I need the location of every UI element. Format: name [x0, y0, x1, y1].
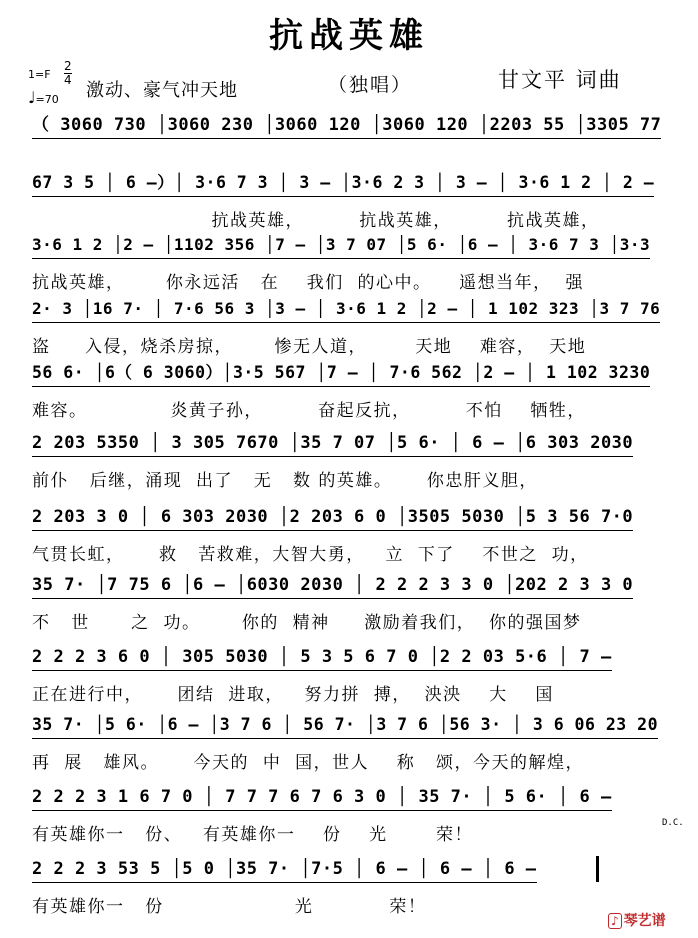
time-signature: [64, 60, 72, 87]
numbered-notation: 2· 3 │16 7· │ 7·6 56 3 │3 – │ 3·6 1 2 │2 – │ 1 102 323 │3 7 76: [32, 296, 660, 323]
lyric-line: 有英雄你一 份、 有英雄你一 份 光 荣！: [32, 825, 473, 845]
lyric-line: 抗战英雄， 你永远活 在 我们 的心中。 遥想当年， 强: [32, 273, 584, 293]
lyric-line: 气贯长虹， 救 苦救难，大智大勇， 立 下了 不世之 功，: [32, 545, 589, 565]
expression-marking: 激动、豪气冲天地: [86, 80, 238, 101]
key-signature: 1=F: [28, 68, 51, 81]
numbered-notation: 2 203 3 0 │ 6 303 2030 │2 203 6 0 │3505 5030 │5 3 56 7·0: [32, 504, 633, 531]
time-signature-bottom: 4: [64, 73, 72, 87]
song-author: 甘文平 词曲: [498, 68, 622, 92]
numbered-notation: 2 2 2 3 1 6 7 0 │ 7 7 7 6 7 6 3 0 │ 35 7· │ 5 6· │ 6 –: [32, 784, 612, 811]
numbered-notation: 2 2 2 3 6 0 │ 305 5030 │ 5 3 5 6 7 0 │2 2 03 5·6 │ 7 –: [32, 644, 612, 671]
watermark-text: 琴艺谱: [623, 913, 666, 929]
numbered-notation: 35 7· │5 6· │6 – │3 7 6 │ 56 7· │3 7 6 │56 3· │ 3 6 06 23 20: [32, 712, 658, 739]
song-subtitle: （独唱）: [328, 74, 413, 96]
final-barline: [596, 856, 599, 882]
numbered-notation: 67 3 5 │ 6 –）│ 3·6 7 3 │ 3 – │3·6 2 3 │ 3 – │ 3·6 1 2 │ 2 –: [32, 170, 654, 197]
lyric-line: 正在进行中， 团结 进取， 努力拼 搏， 泱泱 大 国: [32, 685, 554, 705]
lyric-line: 前仆 后继，涌现 出了 无 数 的英雄。 你忠肝义胆，: [32, 471, 538, 491]
lyric-line: 有英雄你一 份 光 荣！: [32, 897, 427, 917]
piano-icon: ♪: [608, 913, 622, 929]
time-signature-top: 2: [64, 59, 72, 73]
numbered-notation: 56 6· │6（ 6 3060）│3·5 567 │7 – │ 7·6 562 │2 – │ 1 102 3230: [32, 360, 650, 387]
numbered-notation: 2 2 2 3 53 5 │5 0 │35 7· │7·5 │ 6 – │ 6 – │ 6 –: [32, 856, 537, 883]
lyric-line: 难容。 炎黄子孙， 奋起反抗， 不怕 牺牲，: [32, 401, 586, 421]
lyric-line: 盗 入侵，烧杀房掠， 惨无人道， 天地 难容， 天地: [32, 337, 587, 357]
numbered-notation: 2 203 5350 │ 3 305 7670 │35 7 07 │5 6· │ 6 – │6 303 2030: [32, 430, 633, 457]
lyric-line: 不 世 之 功。 你的 精神 激励着我们， 你的强国梦: [32, 613, 582, 633]
numbered-notation: 3·6 1 2 │2 – │1102 356 │7 – │3 7 07 │5 6· │6 – │ 3·6 7 3 │3·3: [32, 232, 650, 259]
tempo-marking: [28, 88, 59, 107]
tempo-value: =70: [35, 93, 59, 106]
quarter-note-icon: ♩: [28, 88, 36, 107]
song-title: 抗战英雄: [269, 16, 429, 56]
da-capo-mark: D.C.: [662, 818, 684, 828]
watermark-logo: [608, 910, 666, 930]
lyric-line: 抗战英雄， 抗战英雄， 抗战英雄，: [32, 211, 600, 231]
lyric-line: 再 展 雄风。 今天的 中 国，世人 称 颂，今天的解煌，: [32, 753, 584, 773]
numbered-notation: 35 7· │7 75 6 │6 – │6030 2030 │ 2 2 2 3 3 0 │202 2 3 3 0: [32, 572, 633, 599]
numbered-notation: （ 3060 730 │3060 230 │3060 120 │3060 120 │2203 55 │3305 77: [32, 112, 661, 139]
